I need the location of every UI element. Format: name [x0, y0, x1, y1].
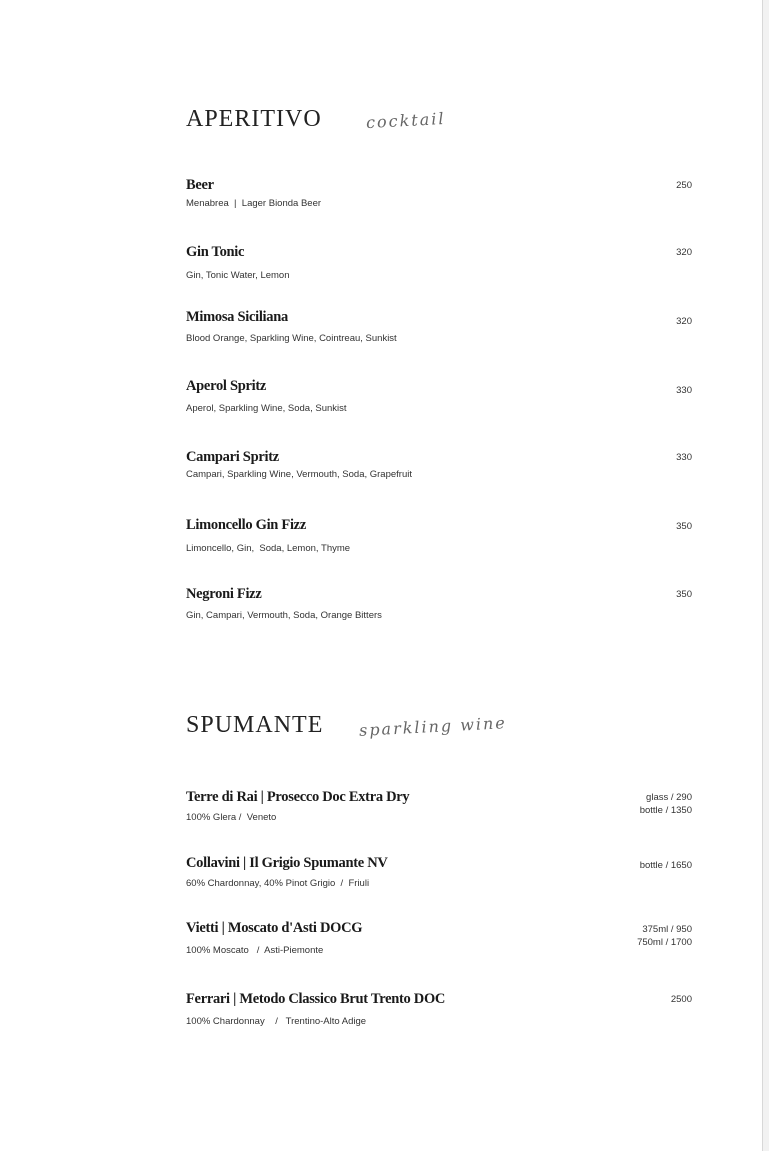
item-description: 100% Glera / Veneto: [186, 812, 277, 823]
item-name: Collavini | Il Grigio Spumante NV: [186, 855, 388, 871]
item-description: Campari, Sparkling Wine, Vermouth, Soda, Grapefruit: [186, 469, 412, 480]
menu-item: [186, 920, 692, 970]
item-price: 350: [676, 589, 692, 600]
section-header-aperitivo: [186, 106, 445, 133]
item-name: Ferrari | Metodo Classico Brut Trento DOC: [186, 991, 446, 1007]
item-price: 320: [676, 316, 692, 327]
item-description: 100% Chardonnay / Trentino-Alto Adige: [186, 1016, 367, 1027]
item-name: Vietti | Moscato d'Asti DOCG: [186, 920, 363, 936]
menu-item: [186, 309, 692, 359]
item-price: 320: [676, 247, 692, 258]
section-subtitle: sparkling wine: [358, 713, 508, 740]
menu-item: [186, 586, 692, 636]
section-title: SPUMANTE: [186, 712, 324, 738]
item-name: Gin Tonic: [186, 244, 245, 260]
item-description: Limoncello, Gin, Soda, Lemon, Thyme: [186, 543, 351, 554]
page-edge: [763, 0, 769, 1151]
item-description: 100% Moscato / Asti-Piemonte: [186, 945, 324, 956]
item-description: 60% Chardonnay, 40% Pinot Grigio / Friuli: [186, 878, 370, 889]
menu-item: [186, 449, 692, 499]
item-name: Negroni Fizz: [186, 586, 262, 602]
menu-item: [186, 517, 692, 567]
item-price: 2500: [670, 994, 692, 1005]
section-header-spumante: [186, 712, 507, 739]
item-name: Campari Spritz: [186, 449, 279, 465]
item-name: Terre di Rai | Prosecco Doc Extra Dry: [186, 789, 410, 805]
item-price: bottle / 1650: [639, 860, 692, 871]
item-name: Mimosa Siciliana: [186, 309, 288, 325]
item-name: Beer: [186, 177, 214, 193]
menu-item: [186, 378, 692, 428]
item-description: Aperol, Sparkling Wine, Soda, Sunkist: [186, 403, 347, 414]
item-name: Limoncello Gin Fizz: [186, 517, 306, 533]
item-description: Menabrea | Lager Bionda Beer: [186, 198, 322, 209]
item-price: glass / 290 bottle / 1350: [639, 792, 692, 816]
section-subtitle: cocktail: [365, 108, 446, 133]
item-price: 250: [676, 180, 692, 191]
item-name: Aperol Spritz: [186, 378, 267, 394]
item-price: 330: [676, 452, 692, 463]
item-price: 330: [676, 385, 692, 396]
item-price: 375ml / 950 750ml / 1700: [637, 924, 692, 948]
item-description: Gin, Campari, Vermouth, Soda, Orange Bitters: [186, 610, 382, 621]
menu-item: [186, 244, 692, 294]
menu-item: [186, 789, 692, 839]
item-description: Gin, Tonic Water, Lemon: [186, 270, 290, 281]
section-title: APERITIVO: [186, 106, 322, 132]
item-description: Blood Orange, Sparkling Wine, Cointreau, Sunkist: [186, 333, 397, 344]
menu-item: [186, 855, 692, 905]
menu-item: [186, 991, 692, 1041]
item-price: 350: [676, 521, 692, 532]
menu-item: [186, 177, 692, 227]
